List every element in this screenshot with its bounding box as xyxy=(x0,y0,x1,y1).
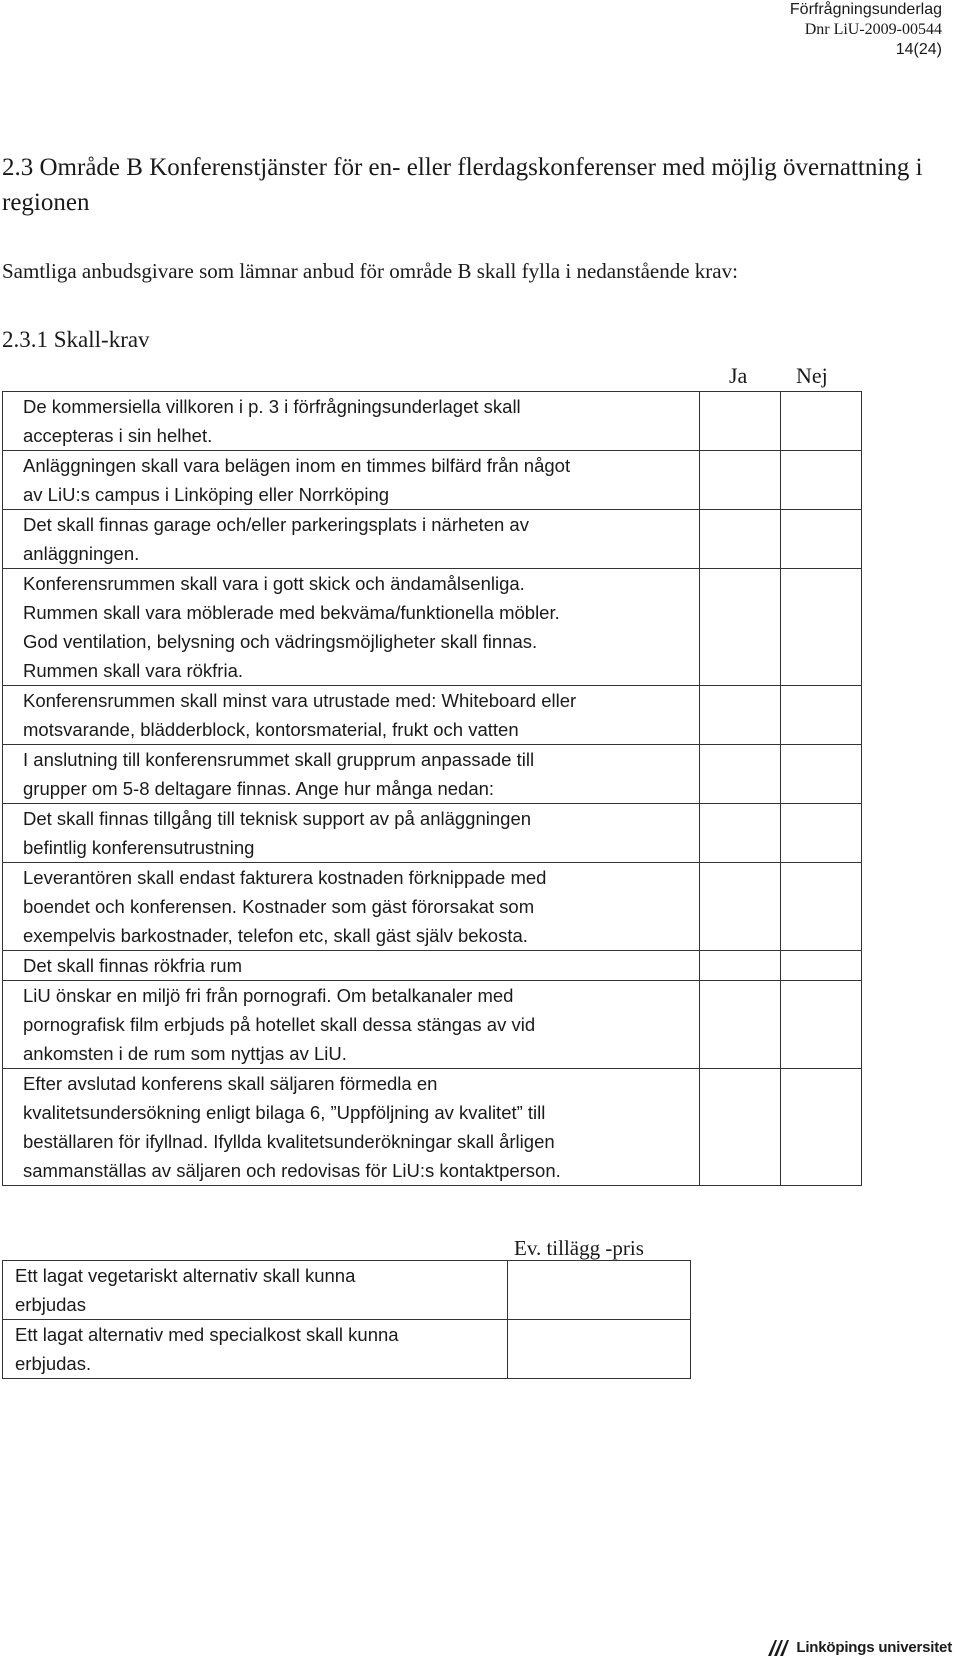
table-row xyxy=(3,804,862,863)
requirement-line: beställaren för ifyllnad. Ifyllda kvalitetsunderökningar skall årligen xyxy=(23,1131,555,1152)
requirement-line: motsvarande, blädderblock, kontorsmaterial, frukt och vatten xyxy=(23,719,519,740)
section-heading: 2.3 Område B Konferenstjänster för en- eller flerdagskonferenser med möjlig övernattning i regionen xyxy=(2,154,923,216)
answer-no-cell[interactable] xyxy=(781,686,862,745)
answer-yes-cell[interactable] xyxy=(700,1069,781,1186)
requirement-line: Rummen skall vara möblerade med bekväma/funktionella möbler. xyxy=(23,602,560,623)
requirement-text xyxy=(3,863,700,951)
requirement-text xyxy=(3,686,700,745)
column-header-extra-price: Ev. tillägg -pris xyxy=(514,1236,644,1260)
table-row xyxy=(3,981,862,1069)
table-row xyxy=(3,1069,862,1186)
answer-yes-cell[interactable] xyxy=(700,951,781,981)
extra-price-cell[interactable] xyxy=(508,1320,691,1379)
requirement-line: God ventilation, belysning och vädringsmöjligheter skall finnas. xyxy=(23,631,538,652)
answer-no-cell[interactable] xyxy=(781,1069,862,1186)
header-page-number: 14(24) xyxy=(895,41,942,58)
answer-yes-cell[interactable] xyxy=(700,745,781,804)
requirement-line: erbjudas xyxy=(15,1294,86,1315)
requirement-text xyxy=(3,951,700,981)
requirement-line: Konferensrummen skall vara i gott skick och ändamålsenliga. xyxy=(23,573,525,594)
table-row xyxy=(3,569,862,686)
requirement-line: Leverantören skall endast fakturera kostnaden förknippade med xyxy=(23,867,547,888)
requirement-text xyxy=(3,392,700,451)
requirement-line: boendet och konferensen. Kostnader som gäst förorsakat som xyxy=(23,896,535,917)
requirement-line: De kommersiella villkoren i p. 3 i förfrågningsunderlaget skall xyxy=(23,396,521,417)
requirement-line: Efter avslutad konferens skall säljaren förmedla en xyxy=(23,1073,438,1094)
requirement-line: kvalitetsundersökning enligt bilaga 6, ”Uppföljning av kvalitet” till xyxy=(23,1102,546,1123)
answer-no-cell[interactable] xyxy=(781,510,862,569)
header-dnr: Dnr LiU-2009-00544 xyxy=(804,21,942,38)
requirement-line: I anslutning till konferensrummet skall grupprum anpassade till xyxy=(23,749,535,770)
liu-logo-icon xyxy=(768,1638,790,1656)
answer-yes-cell[interactable] xyxy=(700,863,781,951)
requirement-line: grupper om 5-8 deltagare finnas. Ange hur många nedan: xyxy=(23,778,495,799)
requirement-text xyxy=(3,569,700,686)
section-intro: Samtliga anbudsgivare som lämnar anbud för område B skall fylla i nedanstående krav: xyxy=(2,259,738,283)
requirement-line: LiU önskar en miljö fri från pornografi. Om betalkanaler med xyxy=(23,985,514,1006)
requirement-line: anläggningen. xyxy=(23,543,140,564)
requirement-text xyxy=(3,981,700,1069)
table-row xyxy=(3,1320,691,1379)
requirement-line: erbjudas. xyxy=(15,1353,92,1374)
requirement-line: befintlig konferensutrustning xyxy=(23,837,255,858)
answer-yes-cell[interactable] xyxy=(700,981,781,1069)
requirement-line: Ett lagat alternativ med specialkost skall kunna xyxy=(15,1324,399,1345)
answer-yes-cell[interactable] xyxy=(700,451,781,510)
header-doc-type: Förfrågningsunderlag xyxy=(789,1,942,18)
answer-yes-cell[interactable] xyxy=(700,686,781,745)
extra-options-table xyxy=(2,1260,691,1379)
requirement-line: av LiU:s campus i Linköping eller Norrköping xyxy=(23,484,390,505)
answer-no-cell[interactable] xyxy=(781,745,862,804)
answer-yes-cell[interactable] xyxy=(700,804,781,863)
requirement-line: Anläggningen skall vara belägen inom en timmes bilfärd från något xyxy=(23,455,571,476)
requirement-text xyxy=(3,1261,508,1320)
table-row xyxy=(3,1261,691,1320)
requirements-table xyxy=(2,391,862,1186)
answer-no-cell[interactable] xyxy=(781,451,862,510)
extra-price-cell[interactable] xyxy=(508,1261,691,1320)
requirement-line: Det skall finnas rökfria rum xyxy=(23,955,242,976)
table-row xyxy=(3,392,862,451)
requirement-line: sammanställas av säljaren och redovisas för LiU:s kontaktperson. xyxy=(23,1160,561,1181)
requirement-line: Ett lagat vegetariskt alternativ skall kunna xyxy=(15,1265,356,1286)
requirement-line: Konferensrummen skall minst vara utrustade med: Whiteboard eller xyxy=(23,690,577,711)
requirement-line: Rummen skall vara rökfria. xyxy=(23,660,244,681)
table-row xyxy=(3,863,862,951)
answer-yes-cell[interactable] xyxy=(700,510,781,569)
requirement-line: exempelvis barkostnader, telefon etc, skall gäst själv bekosta. xyxy=(23,925,528,946)
answer-no-cell[interactable] xyxy=(781,569,862,686)
answer-yes-cell[interactable] xyxy=(700,569,781,686)
university-logo xyxy=(768,1638,952,1656)
column-header-no: Nej xyxy=(796,363,828,388)
requirement-line: ankomsten i de rum som nyttjas av LiU. xyxy=(23,1043,347,1064)
table-row xyxy=(3,510,862,569)
column-header-yes: Ja xyxy=(729,363,748,388)
answer-no-cell[interactable] xyxy=(781,804,862,863)
requirement-text xyxy=(3,451,700,510)
requirement-line: pornografisk film erbjuds på hotellet skall dessa stängas av vid xyxy=(23,1014,536,1035)
document-header xyxy=(790,0,942,60)
answer-yes-cell[interactable] xyxy=(700,392,781,451)
table-row xyxy=(3,451,862,510)
requirement-text xyxy=(3,1069,700,1186)
answer-no-cell[interactable] xyxy=(781,863,862,951)
answer-no-cell[interactable] xyxy=(781,981,862,1069)
table-row xyxy=(3,951,862,981)
requirement-text xyxy=(3,1320,508,1379)
requirement-line: Det skall finnas tillgång till teknisk support av på anläggningen xyxy=(23,808,532,829)
requirement-line: accepteras i sin helhet. xyxy=(23,425,213,446)
answer-no-cell[interactable] xyxy=(781,951,862,981)
requirement-text xyxy=(3,804,700,863)
table-row xyxy=(3,686,862,745)
answer-no-cell[interactable] xyxy=(781,392,862,451)
logo-text: Linköpings universitet xyxy=(796,1638,952,1656)
subsection-heading: 2.3.1 Skall-krav xyxy=(2,327,150,352)
requirement-text xyxy=(3,745,700,804)
requirement-text xyxy=(3,510,700,569)
requirement-line: Det skall finnas garage och/eller parkeringsplats i närheten av xyxy=(23,514,529,535)
table-row xyxy=(3,745,862,804)
